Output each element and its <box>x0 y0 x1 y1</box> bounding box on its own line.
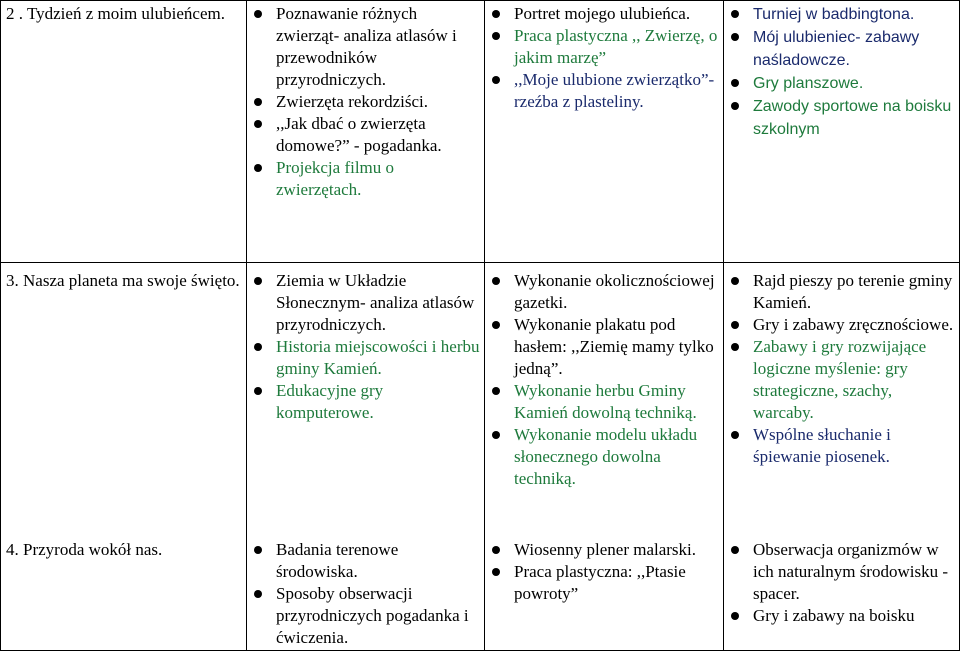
activities-cell <box>727 539 957 627</box>
list-item: Zabawy i gry rozwijające logiczne myślenie: gry strategiczne, szachy, warcaby. <box>727 336 957 424</box>
activity-list <box>727 3 957 141</box>
activities-cell <box>250 539 482 649</box>
list-item: Projekcja filmu o zwierzętach. <box>250 157 482 201</box>
bullet-icon <box>731 33 739 41</box>
activity-list <box>727 270 957 468</box>
activities-cell <box>727 3 957 141</box>
column-divider <box>723 0 724 651</box>
row-heading <box>2 3 240 25</box>
list-item: Wykonanie plakatu pod hasłem: ,,Ziemię mamy tylko jedną”. <box>488 314 720 380</box>
list-item: Turniej w badbingtona. <box>727 3 957 26</box>
activity-list <box>488 270 720 490</box>
list-item: Zwierzęta rekordziści. <box>250 91 482 113</box>
bullet-icon <box>254 343 262 351</box>
list-item: ,,Moje ulubione zwierzątko”-rzeźba z plasteliny. <box>488 69 720 113</box>
bullet-icon <box>492 387 500 395</box>
table-border-left <box>0 0 1 651</box>
row-heading <box>2 270 242 292</box>
bullet-icon <box>492 546 500 554</box>
bullet-icon <box>254 546 262 554</box>
list-item: Rajd pieszy po terenie gminy Kamień. <box>727 270 957 314</box>
week-title: 3. Nasza planeta ma swoje święto. <box>6 271 240 290</box>
list-item: ,,Jak dbać o zwierzęta domowe?” - pogadanka. <box>250 113 482 157</box>
column-divider <box>484 0 485 651</box>
list-item: Gry planszowe. <box>727 72 957 95</box>
bullet-icon <box>254 10 262 18</box>
bullet-icon <box>492 32 500 40</box>
bullet-icon <box>731 612 739 620</box>
bullet-icon <box>731 431 739 439</box>
bullet-icon <box>254 277 262 285</box>
row-heading <box>2 539 242 561</box>
bullet-icon <box>254 590 262 598</box>
activities-cell <box>488 3 720 113</box>
bullet-icon <box>492 568 500 576</box>
list-item: Wiosenny plener malarski. <box>488 539 720 561</box>
list-item: Edukacyjne gry komputerowe. <box>250 380 482 424</box>
bullet-icon <box>254 120 262 128</box>
activity-list <box>250 539 482 649</box>
bullet-icon <box>731 546 739 554</box>
list-item: Ziemia w Układzie Słonecznym- analiza atlasów przyrodniczych. <box>250 270 482 336</box>
bullet-icon <box>731 79 739 87</box>
activity-list <box>727 539 957 627</box>
activities-cell <box>488 270 720 490</box>
row-divider <box>0 262 960 263</box>
activity-list <box>488 539 720 605</box>
activities-cell <box>488 539 720 605</box>
bullet-icon <box>731 321 739 329</box>
list-item: Portret mojego ulubieńca. <box>488 3 720 25</box>
list-item: Mój ulubieniec- zabawy naśladowcze. <box>727 26 957 72</box>
bullet-icon <box>492 277 500 285</box>
table-border-top <box>0 0 960 1</box>
activities-cell <box>727 270 957 468</box>
activity-list <box>250 270 482 424</box>
list-item: Historia miejscowości i herbu gminy Kamień. <box>250 336 482 380</box>
list-item: Gry i zabawy na boisku <box>727 605 957 627</box>
list-item: Praca plastyczna: ,,Ptasie powroty” <box>488 561 720 605</box>
list-item: Wspólne słuchanie i śpiewanie piosenek. <box>727 424 957 468</box>
column-divider <box>246 0 247 651</box>
bullet-icon <box>492 321 500 329</box>
bullet-icon <box>254 164 262 172</box>
activity-list <box>250 3 482 201</box>
activities-cell <box>250 3 482 201</box>
week-title: 2 . Tydzień z moim ulubieńcem. <box>6 4 225 23</box>
bullet-icon <box>254 387 262 395</box>
list-item: Wykonanie okolicznościowej gazetki. <box>488 270 720 314</box>
bullet-icon <box>731 343 739 351</box>
bullet-icon <box>731 102 739 110</box>
list-item: Sposoby obserwacji przyrodniczych pogadanka i ćwiczenia. <box>250 583 482 649</box>
list-item: Wykonanie herbu Gminy Kamień dowolną techniką. <box>488 380 720 424</box>
list-item: Praca plastyczna ,, Zwierzę, o jakim marzę” <box>488 25 720 69</box>
list-item: Obserwacja organizmów w ich naturalnym środowisku - spacer. <box>727 539 957 605</box>
list-item: Badania terenowe środowiska. <box>250 539 482 583</box>
list-item: Poznawanie różnych zwierząt- analiza atlasów i przewodników przyrodniczych. <box>250 3 482 91</box>
activity-list <box>488 3 720 113</box>
list-item: Gry i zabawy zręcznościowe. <box>727 314 957 336</box>
list-item: Wykonanie modelu układu słonecznego dowolna techniką. <box>488 424 720 490</box>
activities-cell <box>250 270 482 424</box>
bullet-icon <box>731 277 739 285</box>
bullet-icon <box>492 76 500 84</box>
list-item: Zawody sportowe na boisku szkolnym <box>727 95 957 141</box>
bullet-icon <box>492 10 500 18</box>
bullet-icon <box>731 10 739 18</box>
week-title: 4. Przyroda wokół nas. <box>6 540 163 559</box>
bullet-icon <box>492 431 500 439</box>
bullet-icon <box>254 98 262 106</box>
